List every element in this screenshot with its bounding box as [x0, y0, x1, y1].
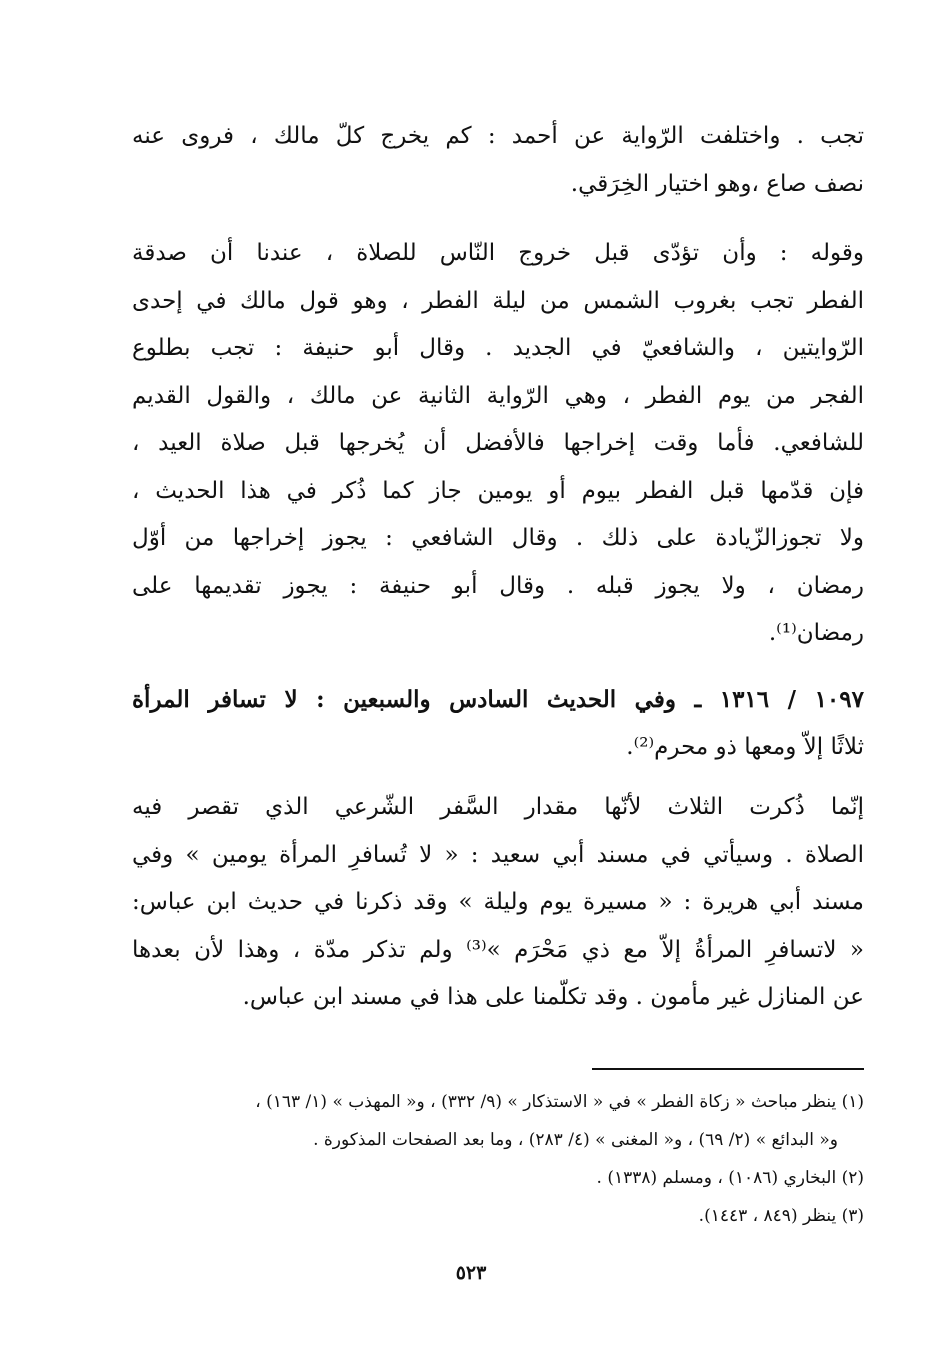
- hadith-line: ١٠٩٧ / ١٣١٦ ـ وفي الحديث السادس والسبعين : لا تسافر المرأة: [132, 686, 864, 713]
- text-line: فإن قدّمها قبل الفطر بيوم أو يومين جاز كما ذُكر في هذا الحديث ،: [132, 477, 864, 504]
- text-line: « لاتسافرِ المرأةُ إلاّ مع ذي مَحْرَم »⁽³⁾ ولم تذكر مدّة ، وهذا لأن بعدها: [132, 936, 864, 963]
- text-line: وقوله : وأن تؤدّى قبل خروج النّاس للصلاة ، عندنا أن صدقة: [132, 240, 864, 266]
- text-line: رمضان⁽¹⁾.: [768, 620, 864, 646]
- paragraph-3: [132, 784, 864, 1022]
- text-line: الصلاة . وسيأتي في مسند أبي سعيد : « لا تُسافرِ المرأة يومين » وفي: [132, 841, 864, 868]
- text-line: الفجر من يوم الفطر ، وهي الرّواية الثانية عن مالك ، والقول القديم: [132, 382, 864, 409]
- text-line: الفطر تجب بغروب الشمس من ليلة الفطر ، وهو قول مالك في إحدى: [132, 287, 864, 314]
- footnote-divider: [592, 1068, 864, 1070]
- paragraph-1: [132, 113, 864, 208]
- paragraph-2: [132, 230, 864, 658]
- text-line: عن المنازل غير مأمون . وقد تكلّمنا على هذا في مسند ابن عباس.: [242, 984, 864, 1010]
- hadith-line: ثلاثًا إلاّ ومعها ذو محرم⁽²⁾.: [626, 733, 864, 760]
- text-line: نصف صاع ،وهو اختيار الخِرَقي.: [570, 170, 864, 197]
- hadith-heading: [132, 676, 864, 771]
- text-line: إنّما ذُكرت الثلاث لأنّها مقدار السَّفر الشّرعي الذي تقصر فيه: [132, 794, 864, 820]
- footnotes: [132, 1083, 864, 1235]
- text-line: الرّوايتين ، والشافعيّ في الجديد . وقال أبو حنيفة : تجب بطلوع: [132, 335, 864, 361]
- text-line: ولا تجوزالزّيادة على ذلك . وقال الشافعي : يجوز إخراجها من أوّل: [132, 525, 864, 551]
- text-line: للشافعي. فأما وقت إخراجها فالأفضل أن يُخرجها قبل صلاة العيد ،: [132, 430, 864, 456]
- text-line: رمضان ، ولا يجوز قبله . وقال أبو حنيفة : يجوز تقديمها على: [132, 572, 864, 599]
- page-number: ٥٢٣: [455, 1262, 487, 1284]
- footnote-3: (٣) ينظر (٨٤٩ ، ١٤٤٣).: [698, 1206, 864, 1226]
- footnote-1-continued: و« البدائع » (٢/ ٦٩) ، و« المغنى » (٤/ ٢٨٣) ، وما بعد الصفحات المذكورة .: [313, 1130, 838, 1150]
- footnote-2: (٢) البخاري (١٠٨٦) ، ومسلم (١٣٣٨) .: [596, 1168, 864, 1188]
- footnote-1: (١) ينظر مباحث « زكاة الفطر » في « الاستذكار » (٩/ ٣٣٢) ، و« المهذب » (١/ ١٦٣) ،: [255, 1092, 864, 1112]
- text-line: مسند أبي هريرة : « مسيرة يوم وليلة » وقد ذكرنا في حديث ابن عباس:: [132, 889, 864, 915]
- text-line: تجب . واختلفت الرّواية عن أحمد : كم يخرج كلّ مالك ، فروى عنه: [132, 123, 864, 149]
